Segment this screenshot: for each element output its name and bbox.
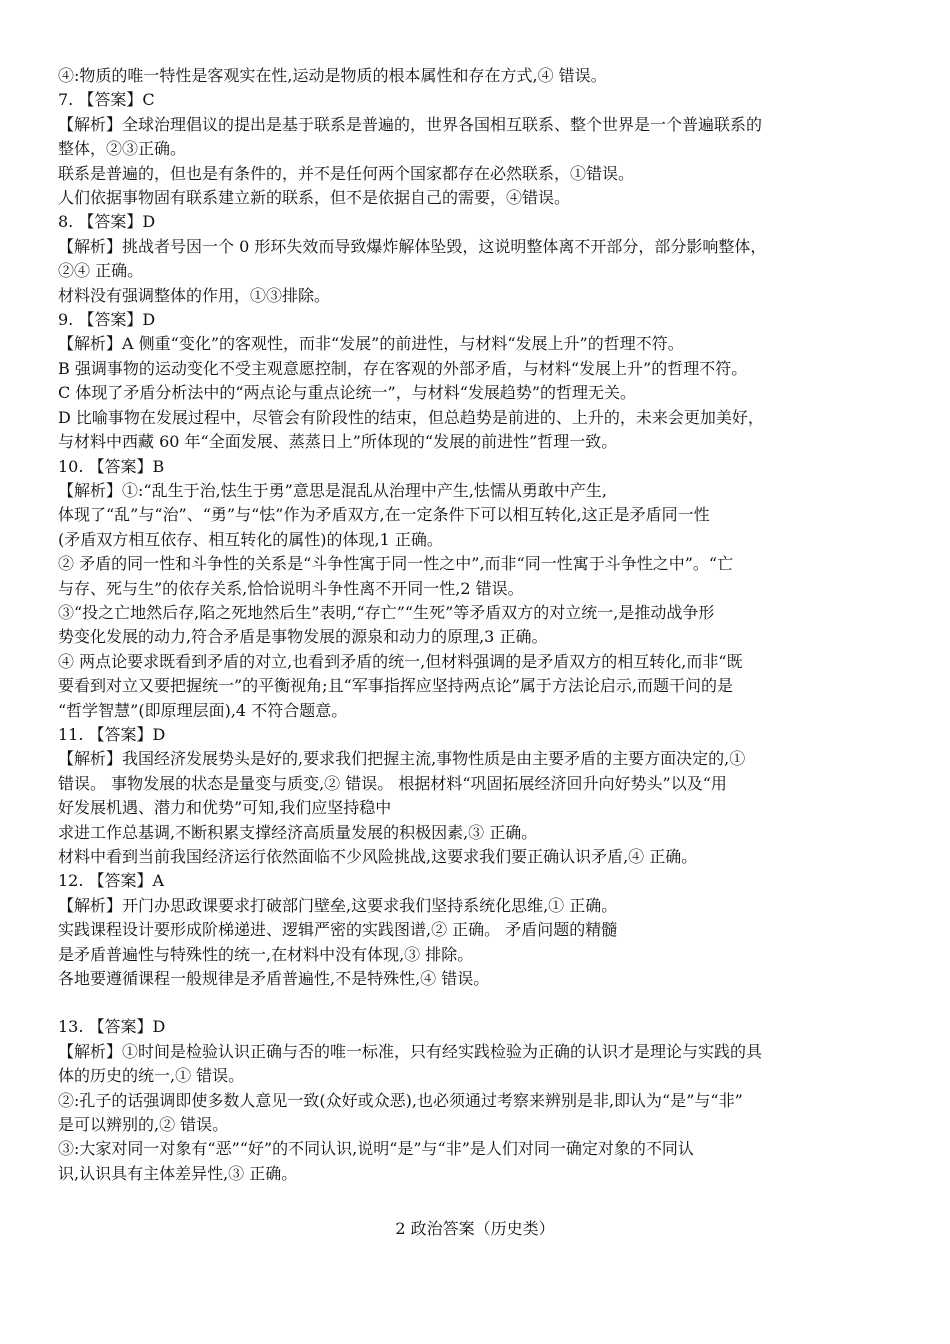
text-line: 各地要遵循课程一般规律是矛盾普遍性,不是特殊性,④ 错误。: [58, 969, 490, 989]
text-line: 是矛盾普遍性与特殊性的统一,在材料中没有体现,③ 排除。: [58, 944, 474, 964]
text-line: 材料中看到当前我国经济运行依然面临不少风险挑战,这要求我们要正确认识矛盾,④ 正确。: [58, 847, 698, 866]
text-line: ②④ 正确。: [58, 261, 144, 281]
page-footer: 2 政治答案（历史类）: [395, 1219, 555, 1238]
text-line: 10. 【答案】B: [58, 456, 165, 476]
text-line: 实践课程设计要形成阶梯递进、逻辑严密的实践图谱,② 正确。 矛盾问题的精髓: [58, 920, 618, 940]
text-line: ④:物质的唯一特性是客观实在性,运动是物质的根本属性和存在方式,④ 错误。: [58, 66, 607, 85]
text-line: 【解析】A 侧重“变化”的客观性，而非“发展”的前进性，与材料“发展上升”的哲理不符。: [58, 334, 684, 354]
text-line: ③:大家对同一对象有“恶”“好”的不同认识,说明“是”与“非”是人们对同一确定对象的不同认: [58, 1139, 694, 1159]
text-line: 材料没有强调整体的作用，①③排除。: [58, 285, 331, 305]
text-line: 错误。 事物发展的状态是量变与质变,② 错误。 根据材料“巩固拓展经济回升向好势头”以及“用: [58, 773, 727, 793]
text-line: 整体，②③正确。: [58, 139, 187, 159]
text-line: 11. 【答案】D: [58, 724, 166, 744]
text-line: 12. 【答案】A: [58, 871, 165, 891]
text-line: 势变化发展的动力,符合矛盾是事物发展的源泉和动力的原理,3 正确。: [58, 627, 548, 647]
text-line: 8. 【答案】D: [58, 212, 156, 232]
text-line: ② 矛盾的同一性和斗争性的关系是“斗争性寓于同一性之中”,而非“同一性寓于斗争性之中”。“亡: [58, 554, 734, 574]
text-line: 是可以辨别的,② 错误。: [58, 1115, 229, 1135]
text-line: 要看到对立又要把握统一”的平衡视角;且“军事指挥应坚持两点论”属于方法论启示,而题干问的是: [58, 676, 734, 696]
text-line: 【解析】挑战者号因一个 0 形环失效而导致爆炸解体坠毁，这说明整体离不开部分，部分影响整体，: [58, 236, 767, 256]
text-line: 识,认识具有主体差异性,③ 正确。: [58, 1163, 298, 1183]
text-line: 联系是普遍的，但也是有条件的，并不是任何两个国家都存在必然联系，①错误。: [58, 163, 635, 183]
text-line: ②:孔子的话强调即使多数人意见一致(众好或众恶),也必须通过考察来辨别是非,即认为“是”与“非”: [58, 1090, 743, 1110]
text-line: 与存、死与生”的依存关系,恰恰说明斗争性离不开同一性,2 错误。: [58, 578, 524, 598]
text-line: B 强调事物的运动变化不受主观意愿控制，存在客观的外部矛盾，与材料“发展上升”的哲理不符。: [58, 358, 748, 378]
text-line: (矛盾双方相互依存、相互转化的属性)的体现,1 正确。: [58, 529, 443, 549]
text-line: 13. 【答案】D: [58, 1017, 166, 1037]
text-line: 9. 【答案】D: [58, 310, 156, 330]
text-line: ③“投之亡地然后存,陷之死地然后生”表明,“存亡”“生死”等矛盾双方的对立统一,是推动战争形: [58, 602, 715, 622]
text-line: 求进工作总基调,不断积累支撑经济高质量发展的积极因素,③ 正确。: [58, 822, 538, 842]
text-line: 与材料中西藏 60 年“全面发展、蒸蒸日上”所体现的“发展的前进性”哲理一致。: [58, 432, 618, 452]
blank-line: [58, 991, 910, 1015]
text-line: 【解析】我国经济发展势头是好的,要求我们把握主流,事物性质是由主要矛盾的主要方面决定的,①: [58, 749, 746, 769]
text-line: D 比喻事物在发展过程中，尽管会有阶段性的结束，但总趋势是前进的、上升的，未来会更加美好，: [58, 407, 764, 427]
text-line: 【解析】全球治理倡议的提出是基于联系是普遍的，世界各国相互联系、整个世界是一个普遍联系的: [58, 114, 763, 134]
answer-text-body: [58, 64, 910, 1186]
text-line: 【解析】①:“乱生于治,怯生于勇”意思是混乱从治理中产生,怯懦从勇敢中产生,: [58, 480, 608, 500]
text-line: ④ 两点论要求既看到矛盾的对立,也看到矛盾的统一,但材料强调的是矛盾双方的相互转化,而非“既: [58, 651, 743, 671]
text-line: 【解析】开门办思政课要求打破部门壁垒,这要求我们坚持系统化思维,① 正确。: [58, 895, 618, 915]
text-line: “哲学智慧”(即原理层面),4 不符合题意。: [58, 700, 348, 720]
text-line: 人们依据事物固有联系建立新的联系，但不是依据自己的需要，④错误。: [58, 188, 571, 208]
text-line: 好发展机遇、潜力和优势”可知,我们应坚持稳中: [58, 798, 392, 818]
text-line: C 体现了矛盾分析法中的“两点论与重点论统一”，与材料“发展趋势”的哲理无关。: [58, 383, 637, 403]
text-line: 体现了“乱”与“治”、“勇”与“怯”作为矛盾双方,在一定条件下可以相互转化,这正是矛盾同一性: [58, 505, 710, 525]
text-line: 7. 【答案】C: [58, 90, 155, 110]
text-line: 【解析】①时间是检验认识正确与否的唯一标准，只有经实践检验为正确的认识才是理论与实践的具: [58, 1041, 763, 1061]
text-line: 体的历史的统一,① 错误。: [58, 1066, 245, 1086]
